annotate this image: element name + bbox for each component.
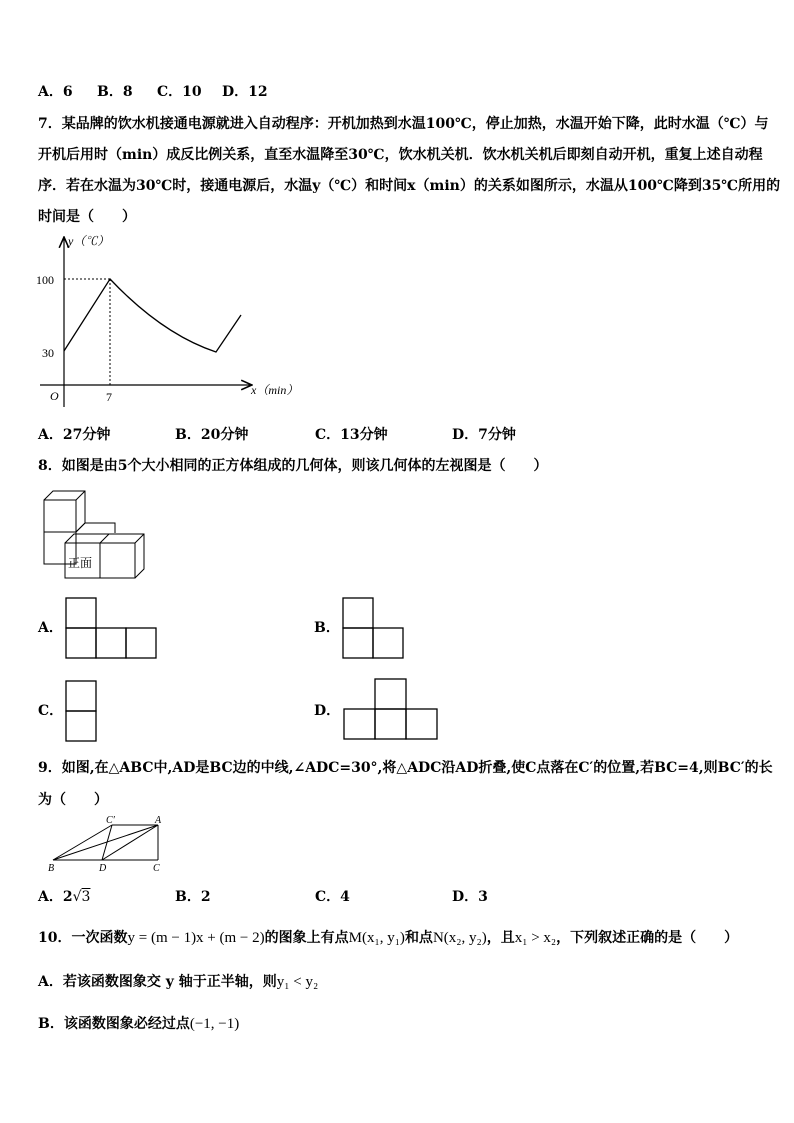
q8-cube-solid-figure [40,487,150,582]
q8-option-d-view [343,678,443,741]
origin-label: O [50,389,59,403]
q10-condition: x₁ > x₂ [514,930,557,946]
point-label-c: C [153,863,160,874]
q9-option-d: D．3 [452,889,488,905]
q7-option-c: C．13分钟 [315,427,388,443]
q10-stem-mid1: 的图象上有点 [264,930,349,946]
q9-option-a: A．2 [38,889,73,905]
q9-triangle-figure [45,817,175,875]
q8-option-b-view [342,597,407,660]
q9-option-c: C．4 [315,889,350,905]
sqrt-sign: √ [72,889,82,905]
q8-option-c-label: C． [38,703,64,719]
q9-option-b: B．2 [175,889,211,905]
q10-option-b-text: B．该函数图象必经过点 [38,1016,190,1032]
tick-label-7: 7 [106,390,112,404]
q9-stem-line1: 9．如图,在△ABC中,AD是BC边的中线,∠ADC=30°,将△ADC沿AD折叠,使C点落在C′的位置,若BC=4,则BC′的长 [38,760,773,776]
q10-stem-end: ，下列叙述正确的是（ ） [556,930,739,946]
q8-option-c-view [65,680,100,743]
q10-stem-mid2: 和点 [404,930,433,946]
tick-label-100: 100 [36,273,54,287]
q7-option-a: A．27分钟 [38,427,111,443]
q7-option-b: B．20分钟 [175,427,249,443]
q8-option-b-label: B． [314,620,340,636]
q6-option-d: D．12 [222,84,268,100]
q8-option-d-label: D． [314,703,341,719]
q10-point-n: N(x₂, y₂) [432,930,487,946]
x-axis-label: x（min） [251,383,299,397]
q10-equation: y = (m − 1)x + (m − 2) [127,930,265,946]
q7-temperature-graph [30,232,310,412]
q8-option-a-label: A． [38,620,63,636]
q10-option-a-text: A．若该函数图象交 y 轴于正半轴，则 [38,974,277,990]
tick-label-30: 30 [42,346,54,360]
q9-option-a-radicand: 3 [81,889,91,905]
temperature-curve [64,279,241,352]
q7-option-d: D．7分钟 [452,427,516,443]
point-label-b: B [48,863,55,874]
q9-stem-line2: 为（ ） [38,792,108,808]
q7-stem-line3: 序．若在水温为30℃时，接通电源后，水温y（℃）和时间x（min）的关系如图所示，水温从100℃降到35℃所用的 [38,178,781,194]
q8-option-a-view [65,597,160,660]
q6-option-c: C．10 [157,84,202,100]
q10-option-a-math: y₁ < y₂ [276,974,319,990]
q7-stem-line4: 时间是（ ） [38,209,136,225]
q10-point-m: M(x₁, y₁) [348,930,405,946]
q7-stem-line2: 开机后用时（min）成反比例关系，直至水温降至30℃，饮水机关机．饮水机关机后即刻自动开机，重复上述自动程 [38,147,763,163]
q10-stem-prefix: 10．一次函数 [38,930,128,946]
q10-option-b-math: (−1, −1) [189,1016,240,1032]
q7-stem-line1: 7．某品牌的饮水机接通电源就进入自动程序：开机加热到水温100℃，停止加热，水温开始下降，此时水温（℃）与 [38,116,769,132]
q10-stem-mid3: ，且 [486,930,515,946]
point-label-d: D [99,863,107,874]
front-face-label: 正面 [68,556,93,570]
q8-stem: 8．如图是由5个大小相同的正方体组成的几何体，则该几何体的左视图是（ ） [38,458,548,474]
q6-option-b: B．8 [97,84,133,100]
y-axis-label: y（℃） [68,234,110,248]
point-label-c-prime: C′ [106,815,115,826]
q6-option-a: A．6 [38,84,73,100]
point-label-a: A [155,815,162,826]
